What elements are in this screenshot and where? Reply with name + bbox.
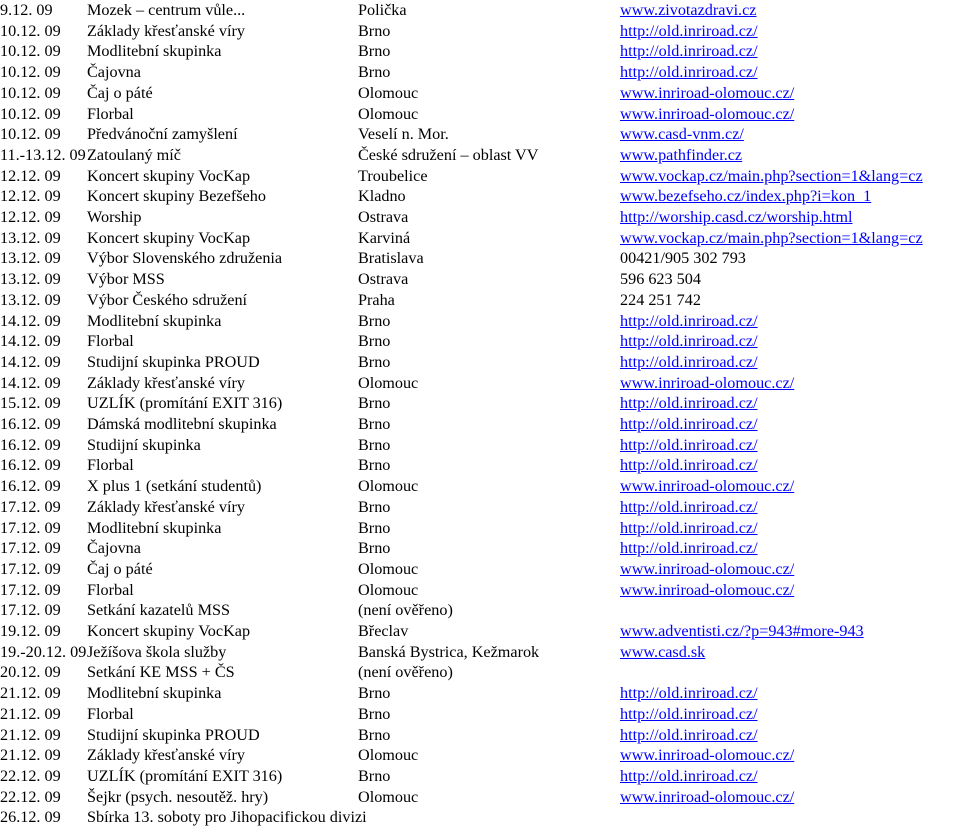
schedule-row <box>0 559 960 580</box>
event-place: Troubelice <box>358 166 428 185</box>
schedule-row <box>0 745 960 766</box>
event-place: Brno <box>358 435 391 454</box>
event-place: (není ověřeno) <box>358 663 453 682</box>
event-place: Brno <box>358 725 391 744</box>
schedule-row <box>0 248 960 269</box>
schedule-row <box>0 83 960 104</box>
event-link[interactable]: http://old.inriroad.cz/ <box>620 766 758 785</box>
event-link[interactable]: www.inriroad-olomouc.cz/ <box>620 559 795 578</box>
event-date: 13.12. 09 <box>0 290 61 309</box>
schedule-row <box>0 124 960 145</box>
event-date: 16.12. 09 <box>0 456 61 475</box>
event-place: Brno <box>358 352 391 371</box>
event-name: Výbor MSS <box>87 270 165 289</box>
event-date: 14.12. 09 <box>0 373 61 392</box>
event-place: České sdružení – oblast VV <box>358 145 539 164</box>
event-place: Olomouc <box>358 373 419 392</box>
event-link[interactable]: http://old.inriroad.cz/ <box>620 539 758 558</box>
schedule-row <box>0 290 960 311</box>
event-place: Brno <box>358 497 391 516</box>
event-contact: 00421/905 302 793 <box>620 249 746 268</box>
event-place: Banská Bystrica, Kežmarok <box>358 642 540 661</box>
event-name: Florbal <box>87 580 134 599</box>
event-link[interactable]: http://old.inriroad.cz/ <box>620 704 758 723</box>
event-place: Ostrava <box>358 270 409 289</box>
schedule-row <box>0 104 960 125</box>
event-name: Koncert skupiny Bezefšeho <box>87 187 266 206</box>
schedule-row <box>0 331 960 352</box>
event-link[interactable]: http://old.inriroad.cz/ <box>620 42 758 61</box>
event-place: Olomouc <box>358 746 419 765</box>
event-place: Olomouc <box>358 477 419 496</box>
event-name: Výbor Českého sdružení <box>87 290 248 309</box>
event-name: Čaj o páté <box>87 83 153 102</box>
event-name: UZLÍK (promítání EXIT 316) <box>87 766 283 785</box>
event-place: Olomouc <box>358 559 419 578</box>
event-link[interactable]: http://old.inriroad.cz/ <box>620 456 758 475</box>
schedule-row <box>0 269 960 290</box>
event-place: Brno <box>358 456 391 475</box>
event-date: 15.12. 09 <box>0 394 61 413</box>
schedule-row <box>0 393 960 414</box>
event-link[interactable]: www.inriroad-olomouc.cz/ <box>620 787 795 806</box>
schedule-row <box>0 807 960 828</box>
event-place: Kladno <box>358 187 406 206</box>
event-link[interactable]: www.inriroad-olomouc.cz/ <box>620 580 795 599</box>
event-name: Florbal <box>87 104 134 123</box>
event-name: Studijní skupinka PROUD <box>87 725 260 744</box>
event-place: Brno <box>358 332 391 351</box>
event-date: 21.12. 09 <box>0 704 61 723</box>
event-link[interactable]: http://old.inriroad.cz/ <box>620 63 758 82</box>
event-date: 16.12. 09 <box>0 435 61 454</box>
event-name: Koncert skupiny VocKap <box>87 622 251 640</box>
event-date: 17.12. 09 <box>0 559 61 578</box>
schedule-row <box>0 476 960 497</box>
schedule-row <box>0 21 960 42</box>
event-link[interactable]: http://worship.casd.cz/worship.html <box>620 208 853 226</box>
event-link[interactable]: http://old.inriroad.cz/ <box>620 725 758 744</box>
event-name: Modlitební skupinka <box>87 684 222 703</box>
event-date: 22.12. 09 <box>0 787 61 806</box>
event-place: Brno <box>358 704 391 723</box>
event-place: Olomouc <box>358 83 419 102</box>
schedule-row <box>0 787 960 808</box>
event-date: 17.12. 09 <box>0 518 61 537</box>
event-date: 10.12. 09 <box>0 42 61 61</box>
event-contact: 224 251 742 <box>620 290 701 309</box>
event-place: Olomouc <box>358 104 419 123</box>
event-name: Sbírka 13. soboty pro Jihopacifickou divizi <box>87 808 367 827</box>
event-date: 22.12. 09 <box>0 766 61 785</box>
event-name: Modlitební skupinka <box>87 42 222 61</box>
event-place: Ostrava <box>358 208 409 226</box>
event-name: Mozek – centrum vůle... <box>87 1 246 19</box>
event-date: 12.12. 09 <box>0 166 61 185</box>
event-date: 21.12. 09 <box>0 725 61 744</box>
event-date: 17.12. 09 <box>0 601 61 620</box>
schedule-row <box>0 725 960 746</box>
event-place: Brno <box>358 311 391 330</box>
event-place: Veselí n. Mor. <box>358 125 449 144</box>
event-name: Florbal <box>87 332 134 351</box>
event-date: 10.12. 09 <box>0 83 61 102</box>
event-name: Výbor Slovenského združenia <box>87 249 283 268</box>
event-link[interactable]: www.vockap.cz/main.php?section=1&lang=cz <box>620 166 923 185</box>
schedule-row <box>0 0 960 21</box>
event-date: 14.12. 09 <box>0 332 61 351</box>
schedule-row <box>0 373 960 394</box>
event-place: Brno <box>358 394 391 413</box>
event-name: Ježíšova škola služby <box>87 642 227 661</box>
schedule-row <box>0 166 960 187</box>
event-date: 26.12. 09 <box>0 808 61 827</box>
event-place: Karviná <box>358 228 411 247</box>
schedule-row <box>0 435 960 456</box>
event-date: 21.12. 09 <box>0 746 61 765</box>
event-date: 14.12. 09 <box>0 352 61 371</box>
schedule-row <box>0 538 960 559</box>
event-name: Základy křesťanské víry <box>87 497 245 516</box>
event-date: 12.12. 09 <box>0 187 61 206</box>
schedule-row <box>0 414 960 435</box>
event-link[interactable]: www.bezefseho.cz/index.php?i=kon_1 <box>620 187 872 206</box>
schedule-row <box>0 62 960 83</box>
schedule-row <box>0 766 960 787</box>
event-name: Čaj o páté <box>87 559 153 578</box>
schedule-row <box>0 497 960 518</box>
event-link[interactable]: http://old.inriroad.cz/ <box>620 352 758 371</box>
event-place: Brno <box>358 766 391 785</box>
event-link[interactable]: www.inriroad-olomouc.cz/ <box>620 83 795 102</box>
event-date: 10.12. 09 <box>0 21 61 40</box>
schedule-row <box>0 518 960 539</box>
event-name: Florbal <box>87 704 134 723</box>
event-link[interactable]: http://old.inriroad.cz/ <box>620 435 758 454</box>
event-name: Worship <box>87 208 142 226</box>
event-place: Olomouc <box>358 787 419 806</box>
event-name: Předvánoční zamyšlení <box>87 125 238 144</box>
schedule-row <box>0 186 960 207</box>
event-link[interactable]: www.zivotazdravi.cz <box>620 1 757 19</box>
event-link[interactable]: www.casd-vnm.cz/ <box>620 125 744 144</box>
schedule-row <box>0 41 960 62</box>
event-name: Zatoulaný míč <box>87 145 181 164</box>
event-place: Brno <box>358 42 391 61</box>
event-name: Modlitební skupinka <box>87 518 222 537</box>
schedule-row <box>0 621 960 642</box>
event-name: Základy křesťanské víry <box>87 21 245 40</box>
event-date: 17.12. 09 <box>0 539 61 558</box>
event-date: 19.-20.12. 09 <box>0 642 87 661</box>
event-date: 20.12. 09 <box>0 663 61 682</box>
event-date: 17.12. 09 <box>0 580 61 599</box>
event-link[interactable]: http://old.inriroad.cz/ <box>620 684 758 703</box>
schedule-row <box>0 145 960 166</box>
event-place: Polička <box>358 1 407 19</box>
event-place: Brno <box>358 539 391 558</box>
event-link[interactable]: http://old.inriroad.cz/ <box>620 21 758 40</box>
event-date: 12.12. 09 <box>0 208 61 226</box>
schedule-row <box>0 600 960 621</box>
event-place: (není ověřeno) <box>358 601 453 620</box>
event-name: Setkání KE MSS + ČS <box>87 663 235 682</box>
schedule-row <box>0 662 960 683</box>
event-date: 17.12. 09 <box>0 497 61 516</box>
event-name: Studijní skupinka <box>87 435 201 454</box>
event-link[interactable]: http://old.inriroad.cz/ <box>620 518 758 537</box>
event-name: X plus 1 (setkání studentů) <box>87 477 262 496</box>
event-name: UZLÍK (promítání EXIT 316) <box>87 394 283 413</box>
event-link[interactable]: www.vockap.cz/main.php?section=1&lang=cz <box>620 228 923 247</box>
event-date: 9.12. 09 <box>0 1 53 19</box>
schedule-row <box>0 704 960 725</box>
event-name: Setkání kazatelů MSS <box>87 601 230 620</box>
event-link[interactable]: www.inriroad-olomouc.cz/ <box>620 746 795 765</box>
event-contact: 596 623 504 <box>620 270 701 289</box>
event-link[interactable]: www.inriroad-olomouc.cz/ <box>620 373 795 392</box>
event-date: 19.12. 09 <box>0 622 61 640</box>
event-name: Dámská modlitební skupinka <box>87 415 277 433</box>
event-link[interactable]: www.inriroad-olomouc.cz/ <box>620 477 795 496</box>
event-name: Šejkr (psych. nesoutěž. hry) <box>87 787 269 806</box>
event-link[interactable]: http://old.inriroad.cz/ <box>620 311 758 330</box>
event-name: Koncert skupiny VocKap <box>87 166 251 185</box>
event-link[interactable]: www.inriroad-olomouc.cz/ <box>620 104 795 123</box>
event-link[interactable]: www.adventisti.cz/?p=943#more-943 <box>620 622 864 640</box>
event-link[interactable]: http://old.inriroad.cz/ <box>620 415 758 433</box>
event-name: Základy křesťanské víry <box>87 746 245 765</box>
schedule-row <box>0 311 960 332</box>
event-name: Modlitební skupinka <box>87 311 222 330</box>
event-date: 11.-13.12. 09 <box>0 145 86 164</box>
schedule-row <box>0 352 960 373</box>
event-date: 21.12. 09 <box>0 684 61 703</box>
event-date: 13.12. 09 <box>0 270 61 289</box>
event-place: Bratislava <box>358 249 424 268</box>
event-place: Brno <box>358 684 391 703</box>
schedule-row <box>0 580 960 601</box>
event-date: 10.12. 09 <box>0 125 61 144</box>
schedule-row <box>0 455 960 476</box>
event-link[interactable]: www.casd.sk <box>620 642 706 661</box>
event-place: Olomouc <box>358 580 419 599</box>
event-name: Studijní skupinka PROUD <box>87 352 260 371</box>
event-date: 16.12. 09 <box>0 415 61 433</box>
event-name: Koncert skupiny VocKap <box>87 228 251 247</box>
event-link[interactable]: http://old.inriroad.cz/ <box>620 332 758 351</box>
event-name: Čajovna <box>87 539 141 558</box>
event-link[interactable]: http://old.inriroad.cz/ <box>620 497 758 516</box>
schedule-row <box>0 642 960 663</box>
event-date: 14.12. 09 <box>0 311 61 330</box>
event-place: Brno <box>358 21 391 40</box>
event-place: Brno <box>358 415 391 433</box>
event-name: Florbal <box>87 456 134 475</box>
event-date: 16.12. 09 <box>0 477 61 496</box>
event-name: Čajovna <box>87 63 141 82</box>
schedule-row <box>0 207 960 228</box>
event-link[interactable]: www.pathfinder.cz <box>620 145 743 164</box>
event-date: 10.12. 09 <box>0 63 61 82</box>
event-date: 13.12. 09 <box>0 249 61 268</box>
schedule-row <box>0 228 960 249</box>
event-date: 13.12. 09 <box>0 228 61 247</box>
event-link[interactable]: http://old.inriroad.cz/ <box>620 394 758 413</box>
event-place: Brno <box>358 63 391 82</box>
event-name: Základy křesťanské víry <box>87 373 245 392</box>
event-date: 10.12. 09 <box>0 104 61 123</box>
event-place: Praha <box>358 290 395 309</box>
event-place: Břeclav <box>358 622 409 640</box>
event-place: Brno <box>358 518 391 537</box>
schedule-row <box>0 683 960 704</box>
